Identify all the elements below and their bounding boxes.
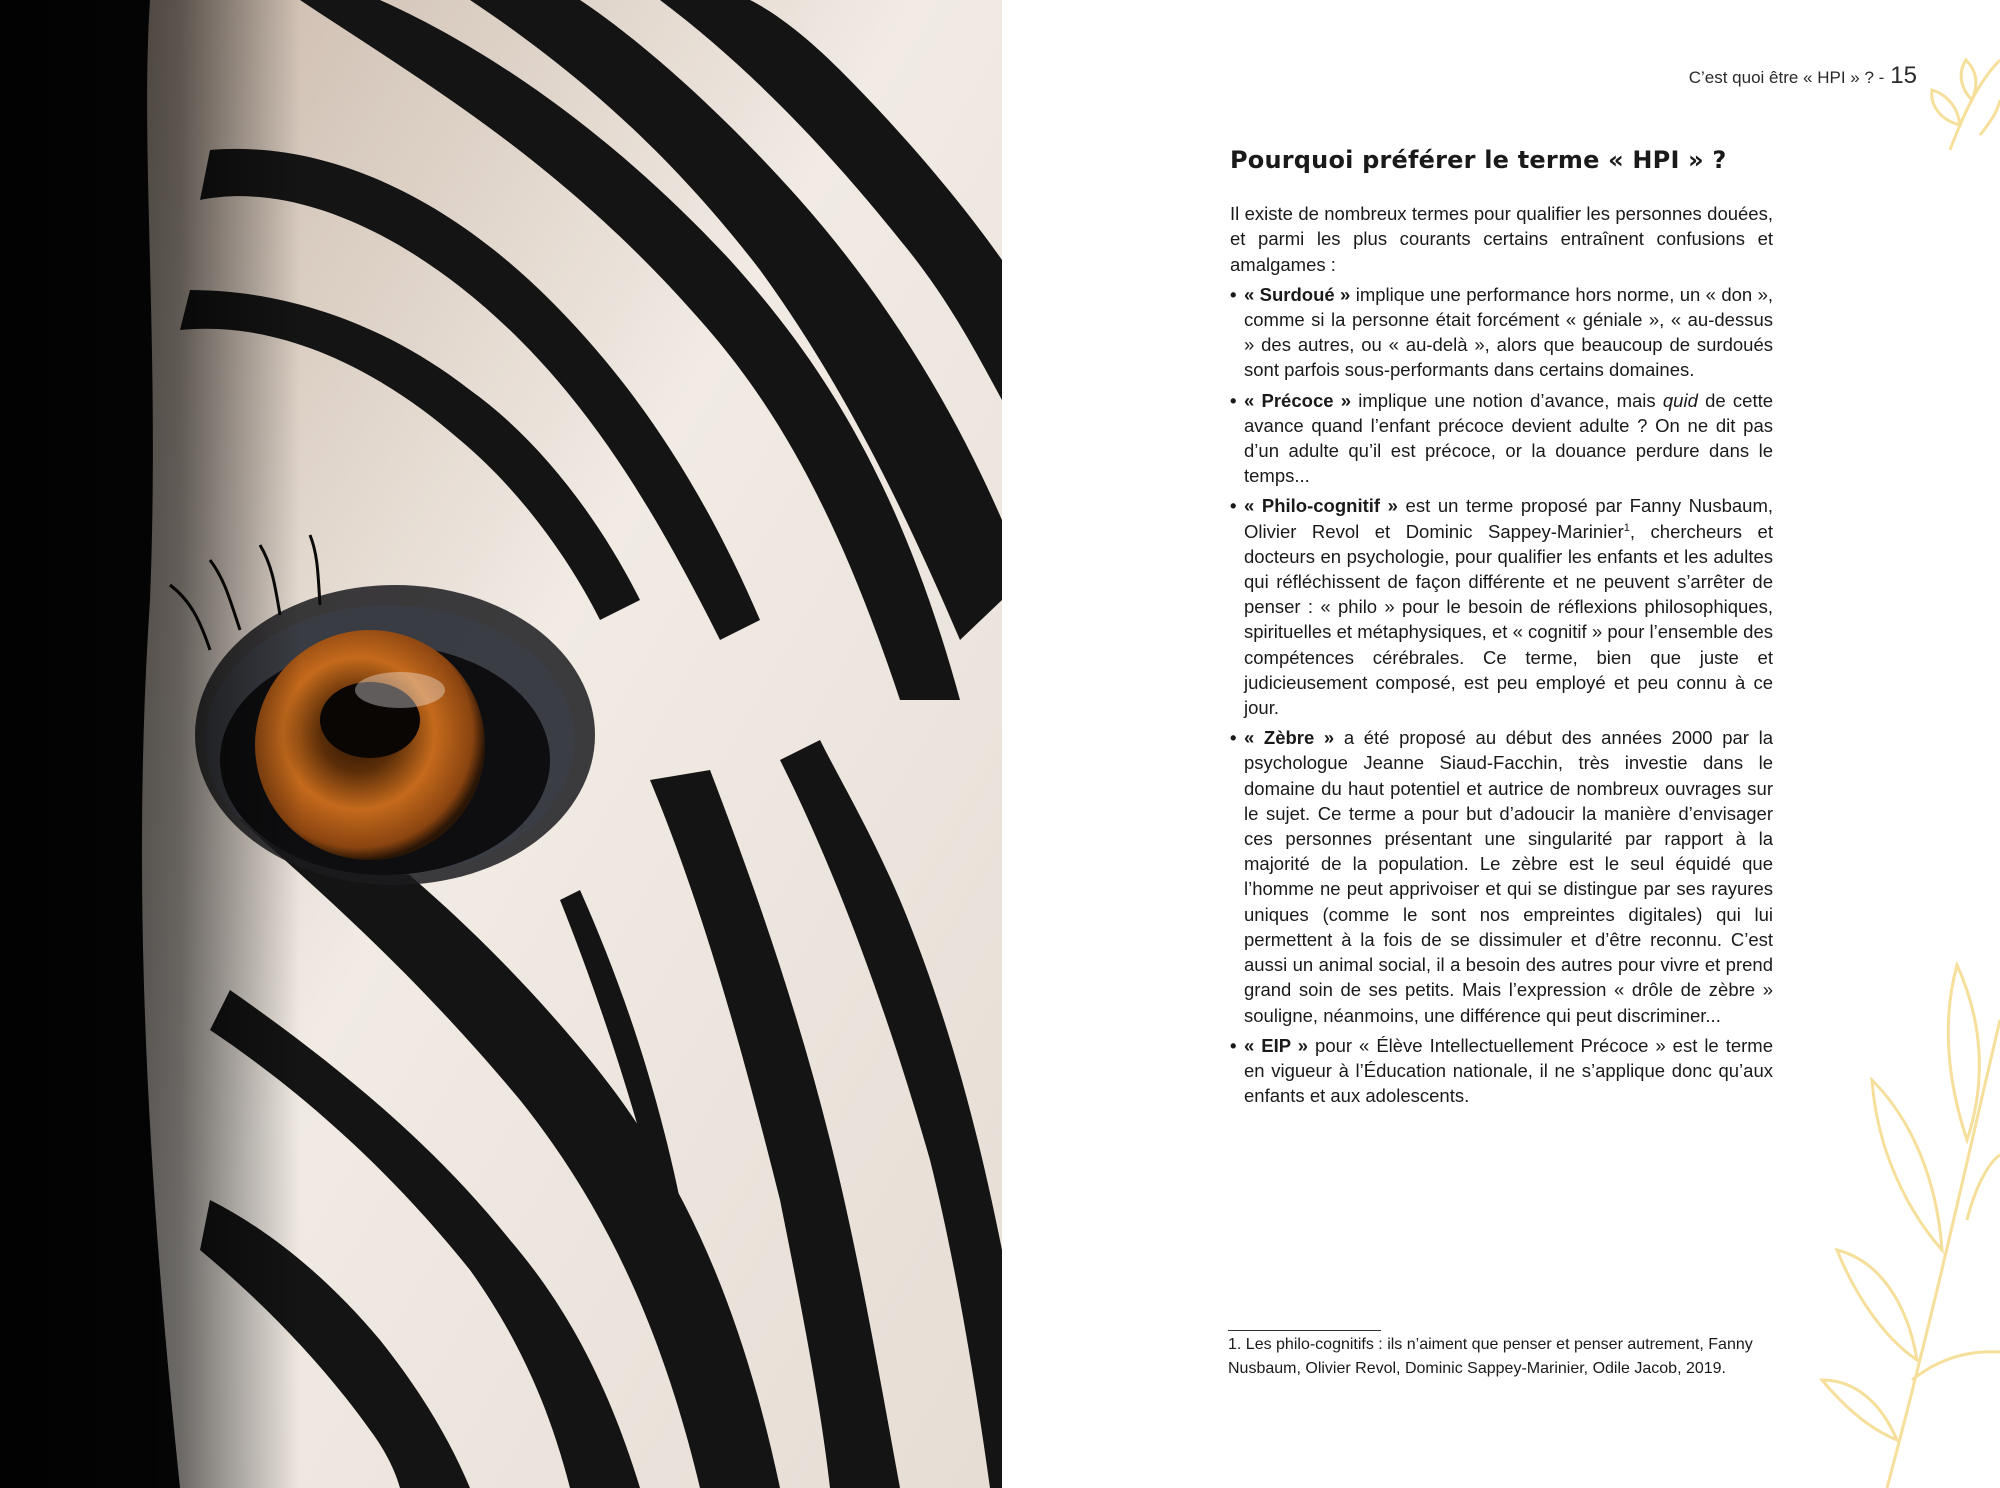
intro-paragraph: Il existe de nombreux termes pour qualifier les personnes douées, et parmi les plus courants certains entraînent confusions et amalgames : [1230,203,1773,275]
running-header [1689,62,1917,90]
list-item [1230,282,1773,383]
footnote-divider [1228,1330,1381,1331]
emphasis: quid [1662,389,1698,411]
list-item [1230,1033,1773,1109]
section-heading: Pourquoi préférer le terme « HPI » ? [1230,146,1727,174]
term-description: implique une performance hors norme, un « don », comme si la personne était forcément « géniale », « au-dessus » des autres, ou « au-delà », alors que beaucoup de surdoués sont parfois sous-performants dans certains domaines. [1244,283,1773,381]
page-number: 15 [1890,62,1917,89]
list-item [1230,725,1773,1027]
footnote: 1. Les philo-cognitifs : ils n’aiment que penser et penser autrement, Fanny Nusbaum, Olivier Revol, Dominic Sappey-Marinier, Odile Jacob, 2019. [1228,1336,1753,1377]
term-label: « Surdoué » [1244,283,1351,305]
term-description: , chercheurs et docteurs en psychologie, pour qualifier les enfants et les adultes qui réfléchissent de façon différente et ne peuvent s’arrêter de penser : « philo » pour le besoin de réflexions philosophiques, spirituelles et métaphysiques, et « cognitif » pour l’ensemble des compétences cérébrales. Ce terme, bien que juste et judicieusement composé, est peu employé et peu connu à ce jour. [1244,520,1773,719]
running-title: C’est quoi être « HPI » ? - [1688,68,1885,87]
leaf-ornament-icon [1920,40,2000,190]
footnote-reference[interactable]: 1 [1623,521,1630,534]
list-item [1230,388,1773,489]
term-label: « Philo-cognitif » [1244,495,1398,517]
text-page [1002,0,2000,1488]
term-label: « Zèbre » [1244,727,1335,749]
term-description: implique une notion d’avance, mais [1351,389,1663,411]
term-description: de cette avance quand l’enfant précoce devient adulte ? On ne dit pas d’un adulte qu’il est précoce, or la douance perdure dans le temps... [1244,389,1774,487]
article [1230,148,1773,1113]
term-label: « Précoce » [1244,389,1352,411]
term-label: « EIP » [1244,1034,1309,1056]
term-description: a été proposé au début des années 2000 par la psychologue Jeanne Siaud-Facchin, très investie dans le domaine du haut potentiel et autrice de nombreux ouvrages sur le sujet. Ce terme a pour but d’adoucir la manière d’envisager ces personnes présentant une singularité par rapport à la majorité de la population. Le zèbre est le seul équidé que l’homme ne peut apprivoiser et qui se distingue par ses rayures uniques (comme le sont nos empreintes digitales) qui lui permettent à la fois de se dissimuler et d’être reconnu. C’est aussi un animal social, il a besoin des autres pour vivre et prend grand soin de ses petits. Mais l’expression « drôle de zèbre » souligne, néanmoins, une différence qui peut discriminer... [1244,727,1773,1026]
leaf-ornament-icon [1817,960,2000,1488]
term-description: est un terme proposé par Fanny Nusbaum, Olivier Revol et Dominic Sappey-Marinier [1244,495,1773,542]
term-description: pour « Élève Intellectuellement Précoce » est le terme en vigueur à l’Éducation nationale, il ne s’applique donc qu’aux enfants et aux adolescents. [1244,1034,1773,1107]
list-item [1230,493,1773,720]
terms-list [1230,282,1773,1109]
